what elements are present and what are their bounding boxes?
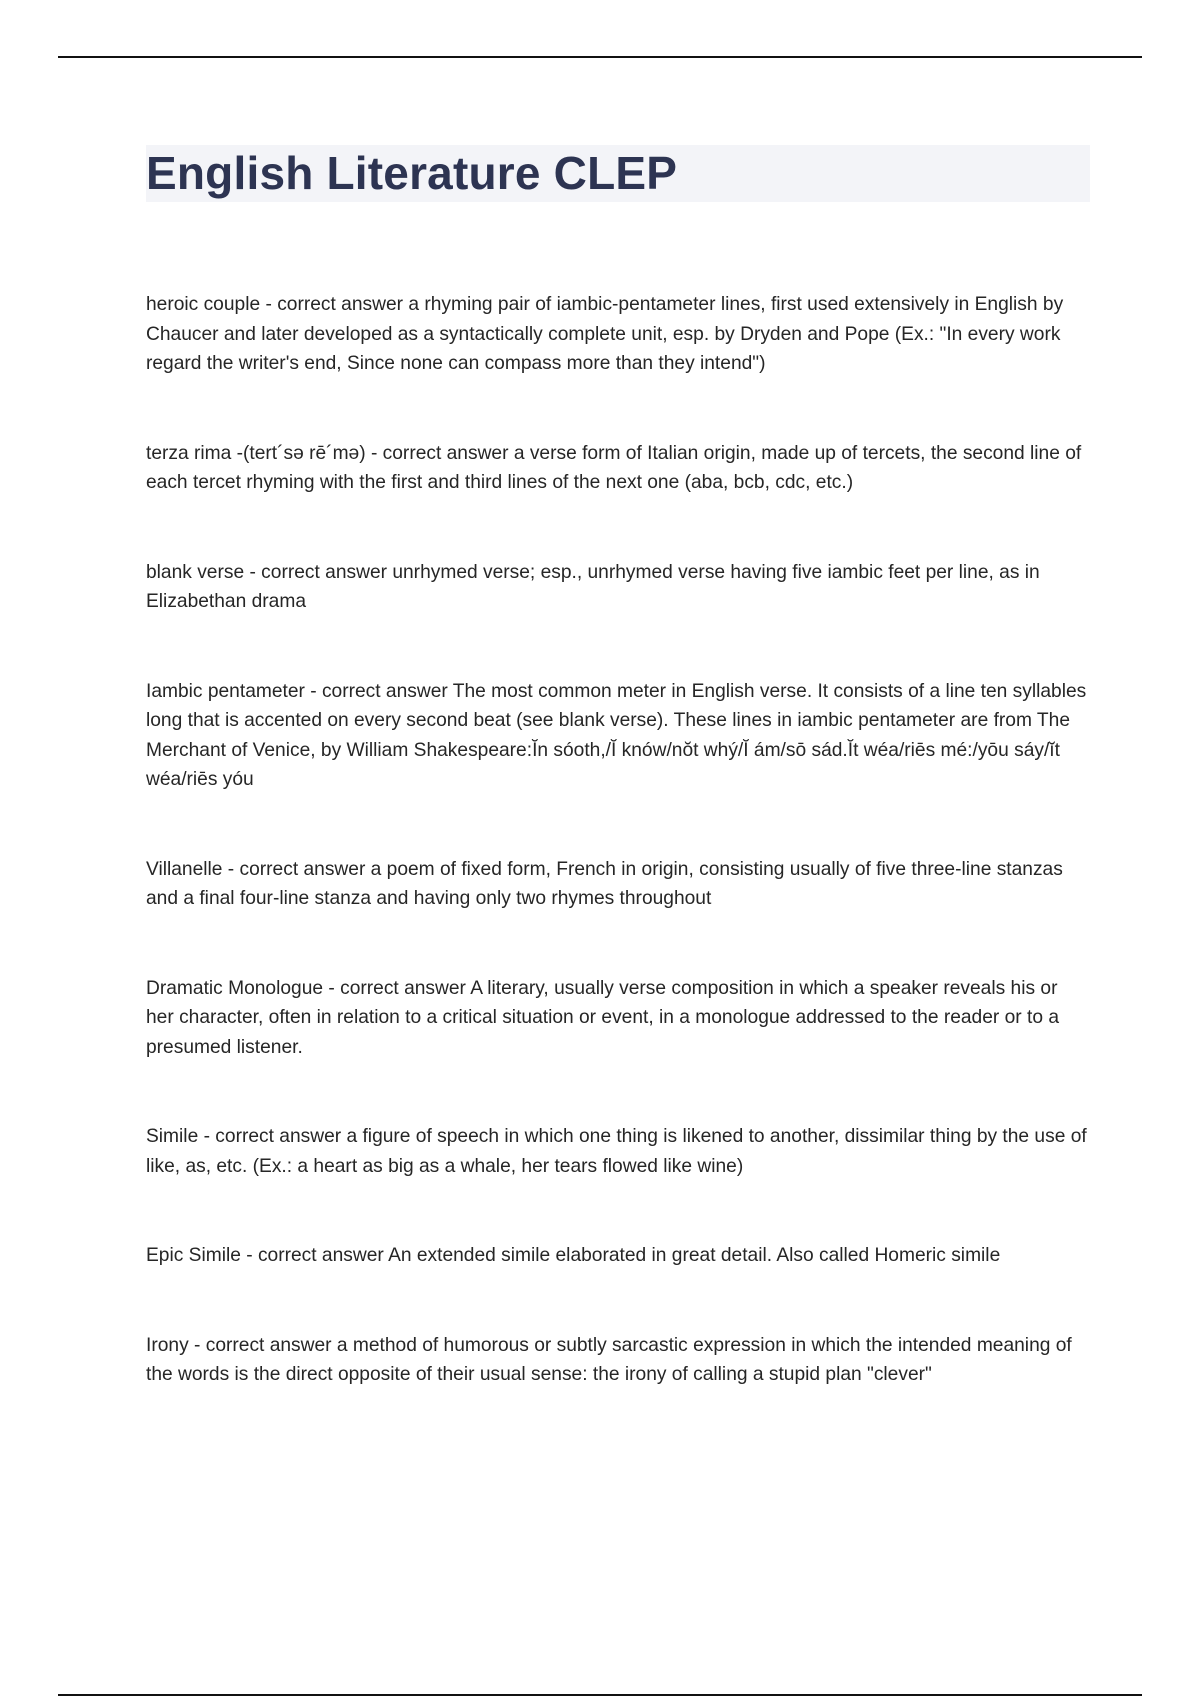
entry-term: Epic Simile xyxy=(146,1245,241,1266)
list-item xyxy=(146,1331,1090,1390)
bottom-rule xyxy=(58,1694,1142,1696)
entry-term: terza rima -(tert´sə rē´mə) xyxy=(146,442,366,464)
entry-definition: A literary, usually verse composition in which a speaker reveals his or her character, often in relation to a critical situation or event, in a monologue addressed to the reader or to a presumed listener. xyxy=(146,977,1060,1058)
entry-term: Villanelle xyxy=(146,858,223,880)
entry-term: heroic couple xyxy=(146,294,261,315)
entry-definition: a verse form of Italian origin, made up of tercets, the second line of each tercet rhyming with the first and third lines of the next one (aba, bcb, cdc, etc.) xyxy=(146,442,1082,493)
entry-definition: The most common meter in English verse. It consists of a line ten syllables long that is accented on every second beat (see blank verse). These lines in iambic pentameter are from The Merchant of Venice, by William Shakespeare:Ĭn sóoth,/Ĭ knów/nŏt whý/Ĭ ám/sō sád.Ĭt wéa/riēs mé:/yōu sáy/ĭt wéa/riēs yóu xyxy=(146,680,1087,790)
entry-term: Irony xyxy=(146,1334,189,1356)
entry-term: Dramatic Monologue xyxy=(146,977,324,999)
list-item xyxy=(146,974,1090,1063)
entry-separator: - correct answer xyxy=(365,442,514,464)
list-item xyxy=(146,1241,1090,1271)
entry-separator: - correct answer xyxy=(188,1334,337,1356)
entry-separator: - correct answer xyxy=(323,977,471,999)
entry-definition: a poem of fixed form, French in origin, consisting usually of five three-line stanzas and a final four-line stanza and having only two rhymes throughout xyxy=(146,858,1063,909)
list-item xyxy=(146,855,1090,914)
list-item xyxy=(146,1122,1090,1181)
page-title: English Literature CLEP xyxy=(146,147,678,199)
entry-separator: - correct answer xyxy=(244,561,393,583)
entry-separator: - correct answer xyxy=(198,1126,347,1147)
entry-definition: unrhymed verse; esp., unrhymed verse having five iambic feet per line, as in Elizabethan drama xyxy=(146,561,1040,612)
entry-separator: - correct answer xyxy=(260,294,409,315)
entry-term: Iambic pentameter xyxy=(146,680,305,702)
flashcard-list xyxy=(146,290,1090,1450)
top-rule xyxy=(58,56,1142,58)
entry-definition: a rhyming pair of iambic-pentameter lines, first used extensively in English by Chaucer and later developed as a syntactically complete unit, esp. by Dryden and Pope (Ex.: "In every work regard the writer's end, Since none can compass more than they intend") xyxy=(146,294,1064,374)
entry-separator: - correct answer xyxy=(304,680,453,702)
list-item xyxy=(146,439,1090,498)
entry-term: Simile xyxy=(146,1126,199,1147)
entry-definition: An extended simile elaborated in great detail. Also called Homeric simile xyxy=(388,1245,1001,1266)
entry-term: blank verse xyxy=(146,561,245,583)
list-item xyxy=(146,290,1090,379)
entry-separator: - correct answer xyxy=(240,1245,389,1266)
list-item xyxy=(146,677,1090,795)
entry-definition: a method of humorous or subtly sarcastic expression in which the intended meaning of the words is the direct opposite of their usual sense: the irony of calling a stupid plan "clever" xyxy=(146,1334,1072,1385)
list-item xyxy=(146,558,1090,617)
entry-definition: a figure of speech in which one thing is likened to another, dissimilar thing by the use of like, as, etc. (Ex.: a heart as big as a whale, her tears flowed like wine) xyxy=(146,1126,1087,1177)
entry-separator: - correct answer xyxy=(222,858,371,880)
